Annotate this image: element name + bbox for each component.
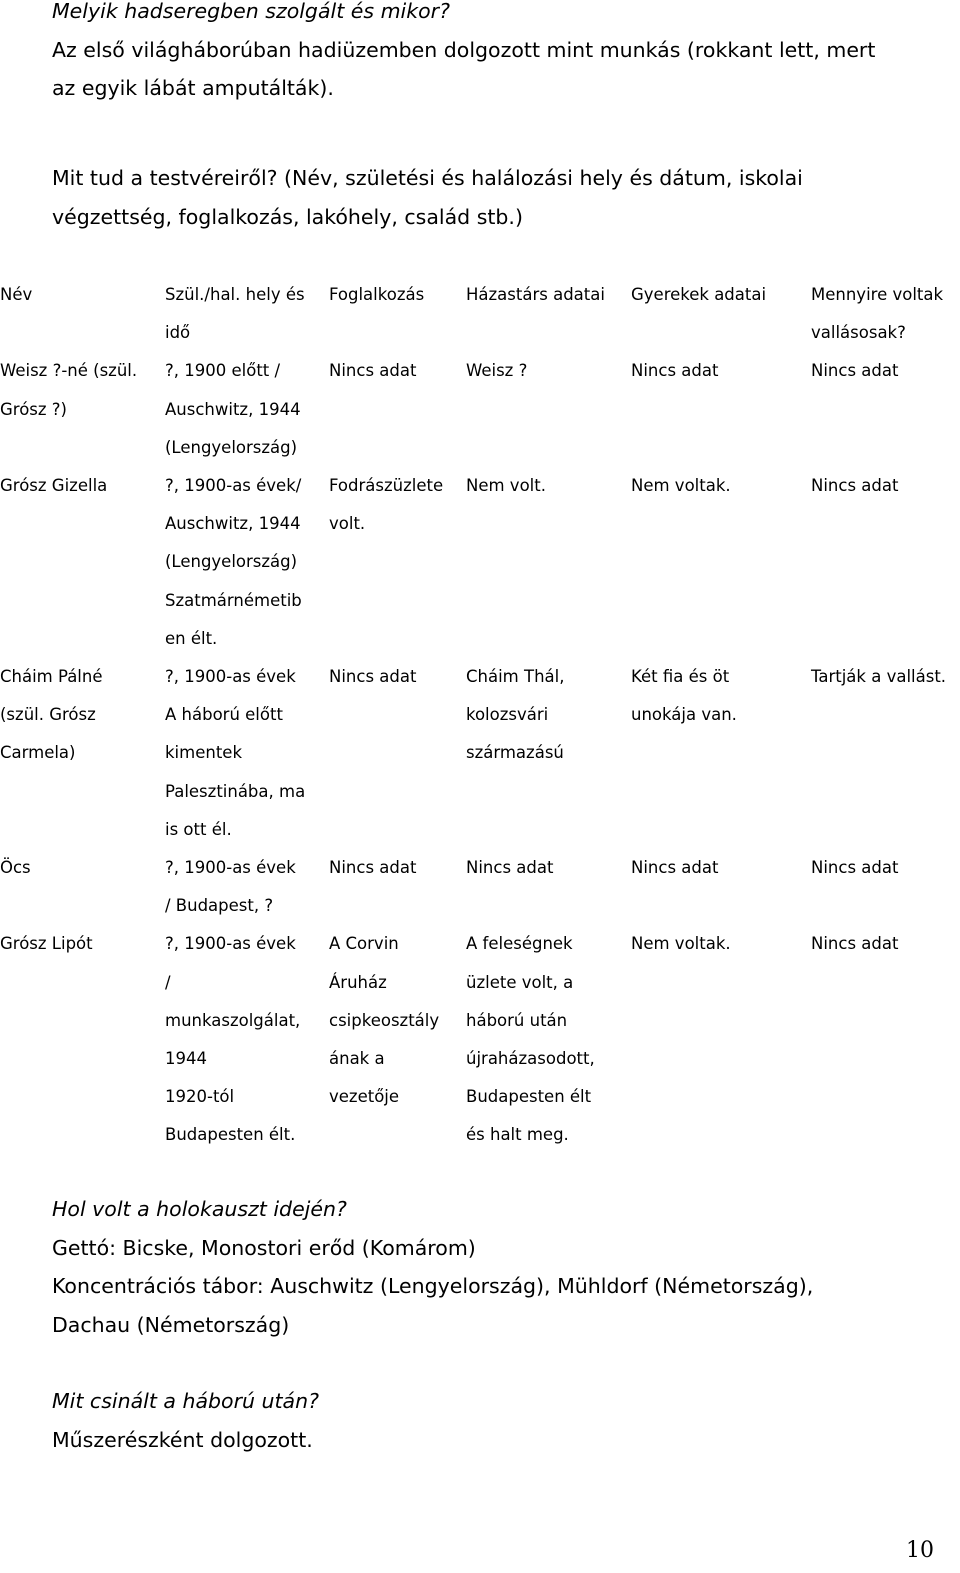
- header-text: Gyerekek adatai: [631, 285, 767, 304]
- header-text: Név: [0, 285, 33, 304]
- page-number: 10: [906, 1538, 934, 1563]
- table-row: [0, 925, 960, 1154]
- question-military-service: Melyik hadseregben szolgált és mikor?: [52, 0, 450, 23]
- question-after-war: Mit csinált a háború után?: [52, 1389, 319, 1413]
- cell-text: Carmela): [0, 743, 76, 763]
- cell-spouse: [466, 467, 631, 658]
- cell-text: Tartják a vallást.: [811, 667, 947, 687]
- cell-text: (Lengyelország): [165, 437, 298, 457]
- header-text: Mennyire voltak: [811, 285, 944, 304]
- question-holocaust: Hol volt a holokauszt idején?: [52, 1197, 347, 1221]
- table-row: [0, 658, 960, 849]
- cell-occupation: [329, 352, 466, 467]
- cell-text: Auschwitz, 1944: [165, 399, 301, 419]
- cell-text: Nincs adat: [631, 858, 719, 878]
- cell-text: ?, 1900 előtt /: [165, 361, 281, 381]
- cell-religiosity: [811, 467, 960, 658]
- cell-name: [0, 352, 165, 467]
- answer-camps-line-2: Dachau (Németország): [52, 1312, 290, 1337]
- header-text: vallásosak?: [811, 323, 906, 343]
- cell-birth-death: [165, 467, 329, 658]
- cell-text: kolozsvári: [466, 705, 549, 725]
- header-cell-name: [0, 276, 165, 352]
- table-row: [0, 467, 960, 658]
- cell-text: Nem voltak.: [631, 476, 731, 496]
- cell-birth-death: [165, 849, 329, 925]
- question-siblings-end: végzettség, foglalkozás, lakóhely, család stb.): [52, 204, 523, 229]
- cell-text: Nincs adat: [811, 361, 899, 381]
- header-text: Szül./hal. hely és: [165, 285, 305, 304]
- cell-text: ?, 1900-as évek: [165, 934, 296, 954]
- cell-text: (Lengyelország): [165, 552, 298, 572]
- cell-text: Két fia és öt: [631, 667, 730, 687]
- cell-text: üzlete volt, a: [466, 972, 574, 992]
- cell-occupation: [329, 849, 466, 925]
- cell-text: Budapesten élt.: [165, 1125, 296, 1145]
- cell-text: Áruház: [329, 972, 387, 992]
- cell-text: (szül. Grósz: [0, 705, 96, 725]
- cell-children: [631, 467, 811, 658]
- cell-text: Weisz ?: [466, 361, 528, 381]
- cell-children: [631, 849, 811, 925]
- cell-text: ?, 1900-as évek/: [165, 476, 302, 496]
- cell-text: Weisz ?-né (szül.: [0, 361, 138, 381]
- cell-text: Nincs adat: [631, 361, 719, 381]
- question-siblings-line-1: [52, 159, 803, 198]
- cell-text: Fodrászüzlete: [329, 476, 444, 496]
- header-text: Házastárs adatai: [466, 285, 605, 304]
- cell-children: [631, 352, 811, 467]
- cell-children: [631, 658, 811, 849]
- cell-birth-death: [165, 658, 329, 849]
- cell-text: származású: [466, 743, 564, 763]
- cell-occupation: [329, 467, 466, 658]
- cell-spouse: [466, 658, 631, 849]
- cell-text: újraházasodott,: [466, 1049, 595, 1069]
- cell-text: A háború előtt: [165, 705, 283, 725]
- cell-religiosity: [811, 658, 960, 849]
- table-row: [0, 352, 960, 467]
- cell-name: [0, 658, 165, 849]
- cell-religiosity: [811, 849, 960, 925]
- cell-text: Auschwitz, 1944: [165, 514, 301, 534]
- cell-text: ának a: [329, 1049, 385, 1069]
- cell-text: Cháim Thál,: [466, 667, 565, 687]
- cell-text: ?, 1900-as évek: [165, 858, 296, 878]
- cell-text: és halt meg.: [466, 1125, 569, 1145]
- answer-camps-line-1: Koncentrációs tábor: Auschwitz (Lengyelország), Mühldorf (Németország),: [52, 1274, 814, 1298]
- cell-text: Grósz Lipót: [0, 934, 93, 954]
- cell-text: Grósz Gizella: [0, 476, 108, 496]
- cell-spouse: [466, 352, 631, 467]
- cell-name: [0, 849, 165, 925]
- question-siblings-start: Mit tud a testvéreiről? (Név, születési és halálozási hely és dátum, iskolai: [52, 166, 803, 190]
- cell-text: A Corvin: [329, 934, 399, 954]
- header-text: Foglalkozás: [329, 285, 425, 304]
- siblings-table-body: [0, 276, 960, 1155]
- cell-spouse: [466, 849, 631, 925]
- cell-text: Nincs adat: [329, 667, 417, 687]
- cell-text: /: [165, 972, 171, 992]
- cell-text: Grósz ?): [0, 399, 67, 419]
- header-cell-religiosity: [811, 276, 960, 352]
- cell-text: Nincs adat: [466, 858, 554, 878]
- cell-text: Nincs adat: [811, 934, 899, 954]
- answer-military-service-line-2: az egyik lábát amputálták).: [52, 76, 334, 100]
- cell-text: is ott él.: [165, 819, 232, 839]
- cell-text: 1944: [165, 1049, 207, 1069]
- cell-text: Budapesten élt: [466, 1087, 592, 1107]
- cell-text: unokája van.: [631, 705, 737, 725]
- cell-text: A feleségnek: [466, 934, 573, 954]
- cell-text: Nem voltak.: [631, 934, 731, 954]
- cell-name: [0, 925, 165, 1154]
- header-text: idő: [165, 323, 191, 343]
- answer-military-service-line-1: Az első világháborúban hadiüzemben dolgozott mint munkás (rokkant lett, mert: [52, 37, 876, 62]
- cell-text: en élt.: [165, 628, 218, 648]
- cell-text: Cháim Pálné: [0, 667, 103, 687]
- header-cell-occupation: [329, 276, 466, 352]
- cell-text: / Budapest, ?: [165, 896, 274, 916]
- question-siblings-line-2: [52, 198, 523, 237]
- cell-religiosity: [811, 925, 960, 1154]
- cell-text: ?, 1900-as évek: [165, 667, 296, 687]
- cell-text: Nem volt.: [466, 476, 546, 496]
- header-cell-children: [631, 276, 811, 352]
- cell-spouse: [466, 925, 631, 1154]
- cell-text: munkaszolgálat,: [165, 1010, 301, 1030]
- cell-text: Nincs adat: [811, 858, 899, 878]
- cell-text: Nincs adat: [811, 476, 899, 496]
- cell-text: 1920-tól: [165, 1087, 235, 1107]
- cell-text: Nincs adat: [329, 858, 417, 878]
- cell-text: háború után: [466, 1010, 568, 1030]
- cell-religiosity: [811, 352, 960, 467]
- cell-text: kimentek: [165, 743, 242, 763]
- cell-text: volt.: [329, 514, 366, 534]
- answer-ghetto: Gettó: Bicske, Monostori erőd (Komárom): [52, 1235, 476, 1260]
- cell-text: Palesztinába, ma: [165, 781, 306, 801]
- cell-name: [0, 467, 165, 658]
- cell-birth-death: [165, 925, 329, 1154]
- header-cell-birth-death: [165, 276, 329, 352]
- table-header-row: [0, 276, 960, 352]
- header-cell-spouse: [466, 276, 631, 352]
- answer-after-war: Műszerészként dolgozott.: [52, 1427, 313, 1452]
- table-row: [0, 849, 960, 925]
- cell-text: Öcs: [0, 858, 31, 878]
- cell-text: csipkeosztály: [329, 1010, 440, 1030]
- cell-text: Szatmárnémetib: [165, 590, 302, 610]
- cell-text: vezetője: [329, 1087, 400, 1107]
- cell-occupation: [329, 925, 466, 1154]
- cell-occupation: [329, 658, 466, 849]
- cell-children: [631, 925, 811, 1154]
- siblings-table: [0, 276, 960, 1155]
- cell-birth-death: [165, 352, 329, 467]
- cell-text: Nincs adat: [329, 361, 417, 381]
